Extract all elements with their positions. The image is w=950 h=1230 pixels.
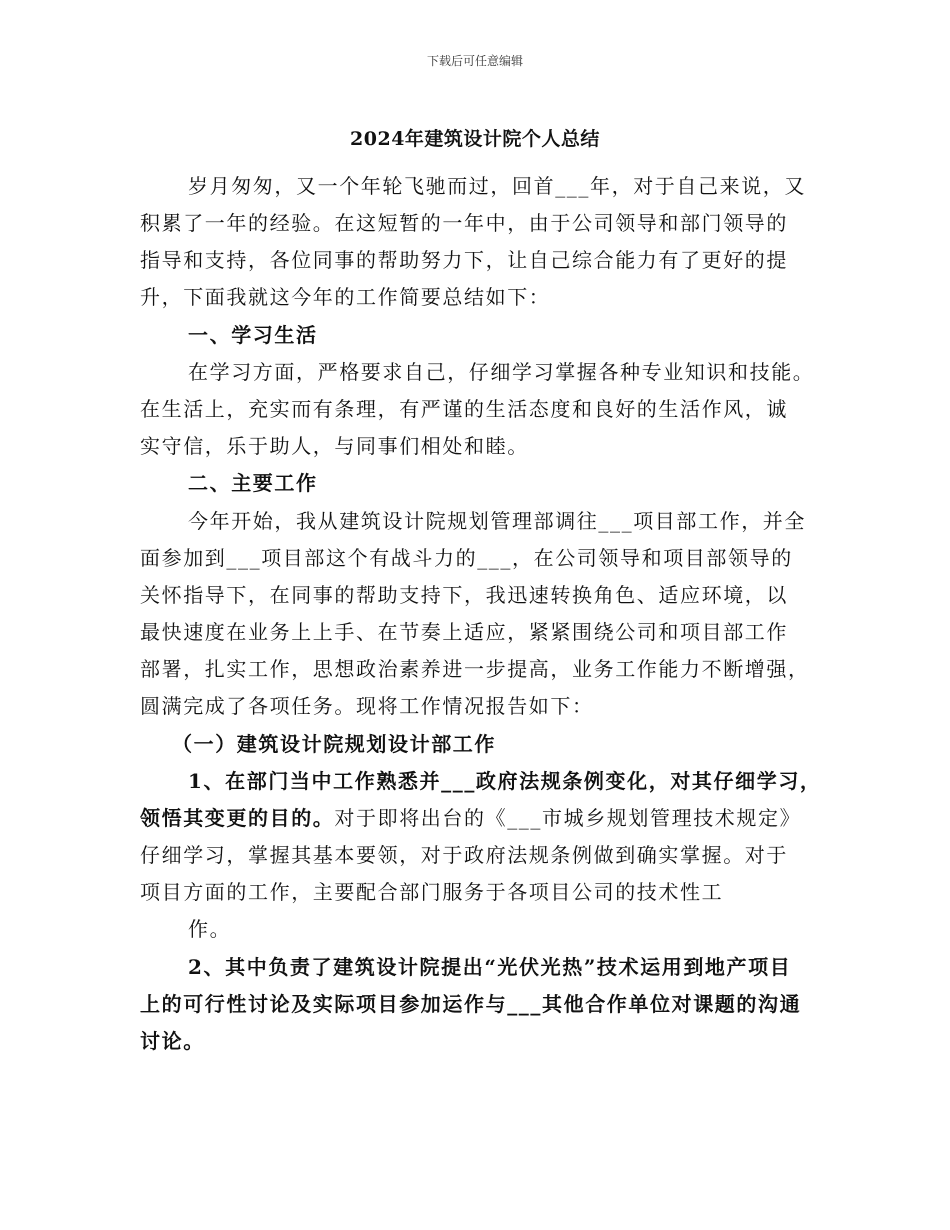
paragraph-line: 最快速度在业务上上手、在节奏上适应，紧紧围绕公司和项目部工作	[140, 620, 788, 644]
paragraph-line: 仔细学习，掌握其基本要领，对于政府法规条例做到确实掌握。对于	[140, 843, 788, 867]
paragraph-line	[140, 803, 801, 833]
paragraph-line: 项目方面的工作，主要配合部门服务于各项目公司的技术性工	[140, 880, 724, 904]
paragraph-line: 面参加到___项目部这个有战斗力的___，在公司领导和项目部领导的	[140, 546, 793, 570]
subsection-heading: （一）建筑设计院规划设计部工作	[172, 732, 496, 756]
paragraph-line-bold: 上的可行性讨论及实际项目参加运作与___其他合作单位对课题的沟通	[140, 992, 802, 1016]
paragraph-line: 岁月匆匆，又一个年轮飞驰而过，回首___年，对于自己来说，又	[188, 174, 806, 198]
paragraph-line: 在生活上，充实而有条理，有严谨的生活态度和良好的生活作风，诚	[140, 397, 788, 421]
normal-phrase: 对于即将出台的《___市城乡规划管理技术规定》	[334, 806, 802, 830]
section-heading: 一、学习生活	[188, 323, 318, 347]
paragraph-line: 指导和支持，各位同事的帮助努力下，让自己综合能力有了更好的提	[140, 248, 788, 272]
paragraph-line-bold: 讨论。	[140, 1029, 205, 1053]
paragraph-line: 关怀指导下，在同事的帮助支持下，我迅速转换角色、适应环境，以	[140, 583, 788, 607]
paragraph-line-bold: 1、在部门当中工作熟悉并___政府法规条例变化，对其仔细学习，	[188, 769, 822, 793]
paragraph-line-bold: 2、其中负责了建筑设计院提出“光伏光热”技术运用到地产项目	[188, 955, 792, 979]
paragraph-line: 升，下面我就这今年的工作简要总结如下：	[140, 285, 551, 309]
document-title: 2024年建筑设计院个人总结	[350, 128, 600, 150]
paragraph-line: 圆满完成了各项任务。现将工作情况报告如下：	[140, 694, 594, 718]
paragraph-line: 实守信，乐于助人，与同事们相处和睦。	[140, 434, 529, 458]
paragraph-line: 积累了一年的经验。在这短暂的一年中，由于公司领导和部门领导的	[140, 211, 788, 235]
bold-phrase: 领悟其变更的目的。	[140, 806, 335, 830]
paragraph-line: 今年开始，我从建筑设计院规划管理部调往___项目部工作，并全	[188, 509, 806, 533]
paragraph-line: 部署，扎实工作，思想政治素养进一步提高，业务工作能力不断增强，	[140, 657, 810, 681]
paragraph-line: 作。	[188, 917, 232, 941]
page-header: 下载后可任意编辑	[426, 54, 523, 68]
paragraph-line: 在学习方面，严格要求自己，仔细学习掌握各种专业知识和技能。	[188, 360, 815, 384]
section-heading: 二、主要工作	[188, 471, 318, 495]
